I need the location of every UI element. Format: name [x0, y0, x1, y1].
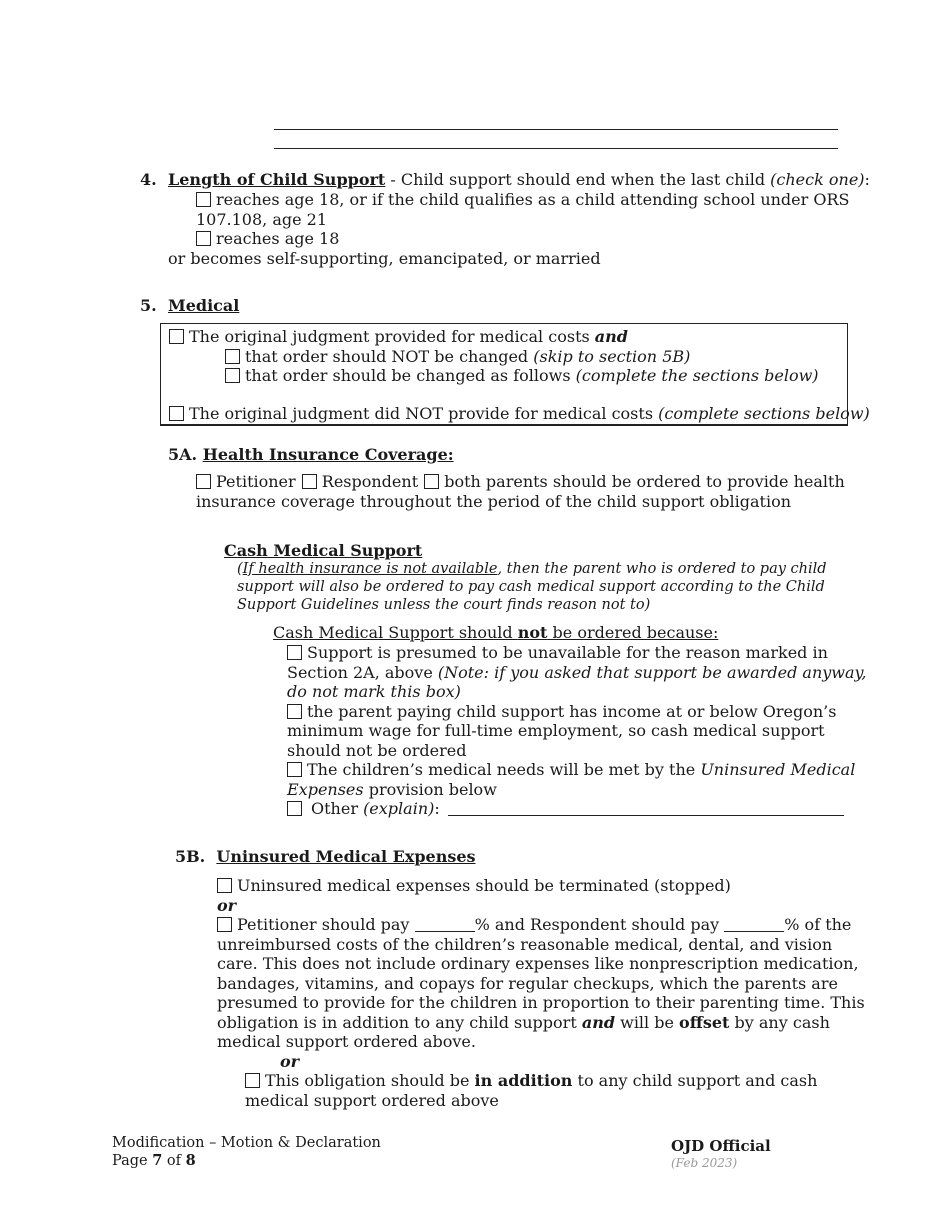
section-4-title: Length of Child Support	[168, 170, 386, 189]
option-age-21-continued: 107.108, age 21	[196, 209, 328, 229]
top-blank-line-2	[274, 148, 838, 149]
other-explain-field[interactable]	[448, 800, 844, 816]
petitioner-insurance-checkbox[interactable]	[196, 474, 211, 489]
percentage-split-checkbox[interactable]	[217, 917, 232, 932]
presumed-unavailable-checkbox[interactable]	[287, 645, 302, 660]
option-age-21-label: reaches age 18, or if the child qualifies as a child attending school under ORS	[216, 190, 850, 209]
cash-support-not-ordered-heading: Cash Medical Support should not be ordered because:	[273, 623, 719, 642]
section-4-trailer: or becomes self-supporting, emancipated, or married	[168, 248, 601, 268]
ojd-official: OJD Official	[671, 1137, 771, 1155]
petitioner-percent-field[interactable]	[415, 916, 475, 932]
section-4: 4. Length of Child Support - Child support should end when the last child (check one): reaches age 18, or if the child qualifies as a child attending school under ORS 107.108, age 21 reaches age 18 or becomes self-supporting, emancipated, or married	[140, 170, 870, 268]
uninsured-expenses-options: Uninsured medical expenses should be terminated (stopped) or Petitioner should pay % and Respondent should pay % of the unreimbursed costs of the children’s reasonable medical, dental, and vision care. This does not include ordinary expenses like nonprescription medication, bandages, vitamins, and copays for regular checkups, which the parents are presumed to provide for the children in proportion to their parenting time. This obligation is in addition to any child support and will be offset by any cash medical support ordered above. or This obligation should be in addition to any child support and cash medical support ordered above	[217, 876, 865, 1110]
order-not-changed-checkbox[interactable]	[225, 349, 240, 364]
top-blank-line-1	[274, 129, 838, 130]
cash-support-reasons: Support is presumed to be unavailable for the reason marked in Section 2A, above (Note: if you asked that support be awarded anyway, do not mark this box) the parent paying child support has income at or below Oregon’s minimum wage for full-time employment, so cash medical support should not be ordered The children’s medical needs will be met by the Uninsured Medical Expenses provision below Other (explain):	[287, 643, 867, 818]
footer-right	[671, 1137, 771, 1171]
respondent-insurance-checkbox[interactable]	[302, 474, 317, 489]
age-18-checkbox[interactable]	[196, 231, 211, 246]
option-age-18-label: reaches age 18	[216, 229, 340, 248]
medical-costs-box: The original judgment provided for medical costs and that order should NOT be changed (skip to section 5B) that order should be changed as follows (complete the sections below) The original judgment did NOT provide for medical costs (complete sections below)	[160, 323, 848, 426]
form-title: Modification – Motion & Declaration	[112, 1135, 381, 1151]
terminate-expenses-checkbox[interactable]	[217, 878, 232, 893]
both-insurance-checkbox[interactable]	[424, 474, 439, 489]
age-21-checkbox[interactable]	[196, 192, 211, 207]
cash-medical-support-title: Cash Medical Support	[224, 541, 423, 560]
judgment-provided-checkbox[interactable]	[169, 329, 184, 344]
order-changed-checkbox[interactable]	[225, 368, 240, 383]
section-4-intro: - Child support should end when the last child	[385, 170, 771, 189]
section-5a-heading: 5A. Health Insurance Coverage:	[168, 445, 454, 464]
minimum-wage-checkbox[interactable]	[287, 704, 302, 719]
section-5-title: Medical	[168, 296, 240, 315]
in-addition-checkbox[interactable]	[245, 1073, 260, 1088]
footer-left	[112, 1134, 381, 1170]
section-4-number: 4.	[140, 170, 157, 189]
cash-medical-note: (If health insurance is not available, then the parent who is ordered to pay child support will also be ordered to pay cash medical support according to the Child Support Guidelines unless the court finds reason not to)	[237, 561, 827, 613]
health-insurance-options: Petitioner Respondent both parents should be ordered to provide health insurance coverage throughout the period of the child support obligation	[196, 472, 845, 511]
respondent-percent-field[interactable]	[724, 916, 784, 932]
uninsured-provision-checkbox[interactable]	[287, 762, 302, 777]
or-separator-1: or	[217, 895, 237, 915]
judgment-not-provided-checkbox[interactable]	[169, 406, 184, 421]
form-date: (Feb 2023)	[671, 1156, 738, 1170]
section-5-number: 5.	[140, 296, 157, 315]
other-reason-checkbox[interactable]	[287, 801, 302, 816]
section-5b-heading: 5B. Uninsured Medical Expenses	[175, 847, 476, 866]
or-separator-2: or	[280, 1051, 300, 1071]
check-one-note: (check one)	[770, 170, 865, 189]
page-number: Page 7 of 8	[112, 1152, 196, 1169]
